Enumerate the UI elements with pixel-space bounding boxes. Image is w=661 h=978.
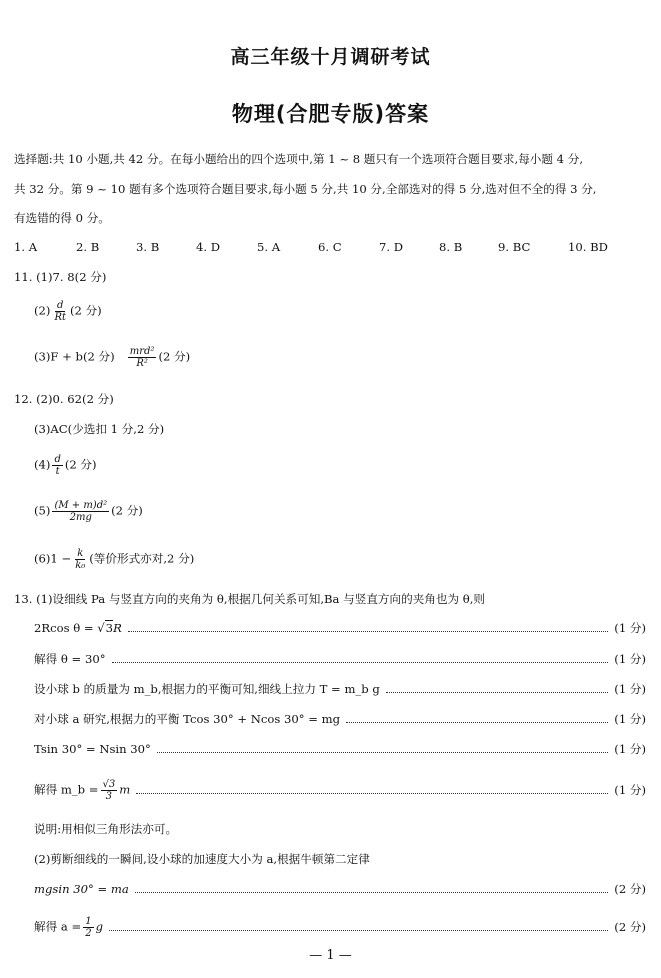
intro-line-3: 有选错的得 0 分。 [14, 211, 110, 225]
q12-part6-score: (等价形式亦对,2 分) [89, 551, 195, 566]
q12-part5-label: (5) [34, 503, 51, 518]
q13-eq5-score: (1 分) [614, 742, 646, 756]
q12-part3: (3)AC(少选扣 1 分,2 分) [34, 422, 165, 436]
choice-answer: 4. D [196, 240, 221, 254]
q13-eq7-row [34, 881, 646, 897]
q13-eq5: Tsin 30° = Nsin 30° [34, 742, 151, 756]
q13-eq8-score: (2 分) [614, 920, 646, 934]
q13-eq3-score: (1 分) [614, 682, 646, 696]
q11-part3-a: (3)F + b(2 分) [34, 349, 115, 364]
leader-dots [112, 662, 609, 663]
q13-eq5-row [34, 741, 646, 757]
q13-eq1-score: (1 分) [614, 621, 646, 635]
q11-part2-fraction [52, 300, 68, 323]
choice-answer: 3. B [136, 240, 160, 254]
q13-eq4: 对小球 a 研究,根据力的平衡 Tcos 30° + Ncos 30° = mg [34, 712, 341, 726]
q13-eq8 [34, 916, 103, 939]
q12-part2: 12. (2)0. 62(2 分) [14, 392, 114, 406]
q13-eq2-row [34, 651, 646, 667]
choice-answer: 5. A [257, 240, 281, 254]
choice-answer: 2. B [76, 240, 100, 254]
q11-part2 [34, 300, 102, 323]
exam-title: 高三年级十月调研考试 [230, 46, 431, 68]
q11-part2-label: (2) [34, 303, 51, 318]
q13-eq8-b: g [95, 919, 103, 933]
q13-eq4-score: (1 分) [614, 712, 646, 726]
q13-eq1 [34, 620, 122, 636]
q12-part4-fraction [52, 454, 62, 477]
q13-intro: 13. (1)设细线 Pa 与竖直方向的夹角为 θ,根据几何关系可知,Ba 与竖直方向的夹角也为 θ,则 [14, 592, 486, 606]
fraction-denominator: R² [136, 358, 148, 369]
fraction-denominator: t [55, 466, 60, 477]
sqrt-radicand: 3 [105, 621, 114, 635]
q13-eq1-b: R [113, 621, 122, 635]
q13-eq1-row [34, 620, 646, 636]
leader-dots [386, 692, 609, 693]
leader-dots [136, 793, 608, 794]
fraction-numerator: d [54, 454, 61, 465]
sqrt-symbol: √3 [97, 621, 114, 635]
q13-eq1-a: 2Rcos θ = [34, 621, 94, 635]
q11-part3-fraction [128, 346, 157, 369]
fraction-denominator: Rt [54, 312, 66, 323]
q13-eq6-row [34, 778, 646, 802]
choice-answer: 7. D [379, 240, 404, 254]
q13-eq3-row [34, 681, 646, 697]
q12-part4-label: (4) [34, 457, 51, 472]
q11-part3-score: (2 分) [158, 349, 191, 364]
q11-part2-score: (2 分) [70, 303, 102, 318]
leader-dots [135, 892, 609, 893]
q13-eq6-fraction [101, 779, 118, 802]
choice-answer: 8. B [439, 240, 463, 254]
q13-eq2-score: (1 分) [614, 652, 646, 666]
q12-part4-score: (2 分) [64, 457, 97, 472]
q13-eq8-row [34, 915, 646, 939]
fraction-numerator: d [57, 300, 64, 311]
choice-answer: 1. A [14, 240, 38, 254]
q12-part6-fraction [73, 548, 87, 571]
choice-answer: 6. C [318, 240, 342, 254]
fraction-denominator: 2 [85, 927, 92, 939]
q12-part6-label: (6)1 − [34, 551, 72, 566]
choice-answer: 9. BC [498, 240, 531, 254]
choice-answer: 10. BD [568, 240, 608, 254]
q13-eq7: mgsin 30° = ma [34, 882, 129, 896]
q13-note: 说明:用相似三角形法亦可。 [34, 822, 178, 836]
q12-part5-score: (2 分) [111, 503, 143, 518]
q13-eq6 [34, 779, 130, 802]
intro-line-1: 选择题:共 10 小题,共 42 分。在每小题给出的四个选项中,第 1 ~ 8 题只有一个选项符合题目要求,每小题 4 分, [14, 152, 584, 166]
intro-line-2: 共 32 分。第 9 ~ 10 题有多个选项符合题目要求,每小题 5 分,共 10 分,全部选对的得 5 分,选对但不全的得 3 分, [14, 182, 597, 196]
fraction-numerator: mrd² [129, 346, 155, 357]
q13-eq7-score: (2 分) [614, 882, 646, 896]
q13-eq2: 解得 θ = 30° [34, 652, 106, 666]
q11-part3 [34, 346, 190, 369]
q12-part6 [34, 548, 194, 571]
q13-eq4-row [34, 711, 646, 727]
leader-dots [109, 930, 608, 931]
leader-dots [346, 722, 608, 723]
q13-eq8-a: 解得 a = [34, 919, 82, 933]
q13-eq3: 设小球 b 的质量为 m_b,根据力的平衡可知,细线上拉力 T = m_b g [34, 682, 380, 696]
q13-eq6-b: m [119, 782, 131, 796]
page-number: — 1 — [309, 948, 352, 963]
q13-eq6-a: 解得 m_b = [34, 782, 99, 796]
q12-part4 [34, 454, 97, 477]
q13-eq6-score: (1 分) [614, 783, 646, 797]
q13-eq8-fraction [83, 916, 93, 939]
leader-dots [157, 752, 608, 753]
q13-part2-intro: (2)剪断细线的一瞬间,设小球的加速度大小为 a,根据牛顿第二定律 [34, 852, 370, 866]
exam-subtitle: 物理(合肥专版)答案 [231, 102, 430, 126]
fraction-numerator: 1 [85, 915, 92, 927]
fraction-denominator: 2mg [69, 512, 92, 523]
fraction-denominator: k₀ [75, 560, 86, 571]
q12-part5-fraction [52, 500, 109, 523]
leader-dots [128, 631, 609, 632]
fraction-numerator: (M + m)d² [54, 500, 108, 511]
fraction-numerator: √3 [102, 778, 116, 790]
q11-part1: 11. (1)7. 8(2 分) [14, 270, 107, 284]
fraction-numerator: k [77, 548, 84, 559]
q12-part5 [34, 500, 143, 523]
fraction-denominator: 3 [105, 790, 113, 802]
